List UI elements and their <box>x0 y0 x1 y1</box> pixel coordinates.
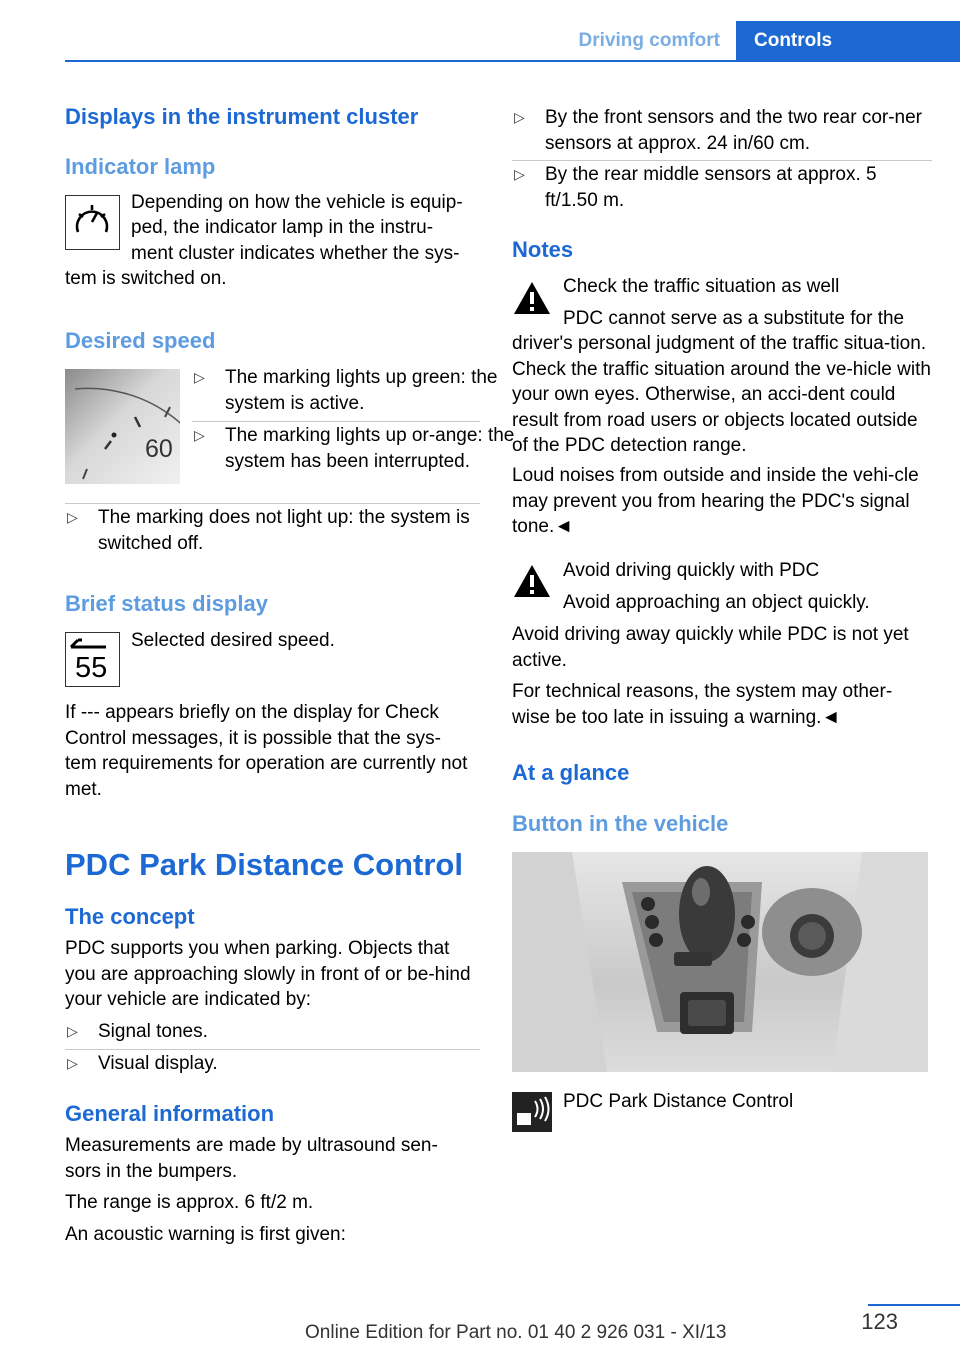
section-title: Driving comfort <box>578 30 720 51</box>
concept-item-2: ▷ Visual display. <box>65 1051 218 1077</box>
center-console-photo <box>512 852 928 1072</box>
divider <box>512 160 932 161</box>
speed-limit-display-icon <box>65 632 120 687</box>
concept-heading: The concept <box>65 904 195 929</box>
cruise-indicator-icon <box>65 195 120 250</box>
desired-item-1: ▷ The marking lights up green: the system is active. <box>192 365 515 416</box>
chapter-tab <box>736 21 960 62</box>
warning-1-title: Check the traffic situation as well <box>563 276 840 297</box>
indicator-text-1: Depending on how the vehicle is equip- <box>131 192 463 213</box>
brief-status-text: Selected desired speed. <box>131 630 335 651</box>
header-rule <box>65 60 960 62</box>
indicator-text-3: ment cluster indicates whether the sys- <box>131 243 460 264</box>
edition-footer: Online Edition for Part no. 01 40 2 926 031 - XI/13 <box>305 1322 727 1343</box>
desired-item-3: ▷ The marking does not light up: the system is switched off. <box>65 505 508 556</box>
warning-2-text-a: Avoid approaching an object quickly. <box>563 592 870 613</box>
pdc-title: PDC Park Distance Control <box>65 847 463 882</box>
warning-1-text-a: PDC cannot serve as a substitute for the <box>563 308 905 329</box>
divider <box>192 421 480 422</box>
concept-item-1: ▷ Signal tones. <box>65 1019 208 1045</box>
concept-text: PDC supports you when parking. Objects that you are approaching slowly in front of or be-hind your vehicle are indicated by: <box>65 938 471 1010</box>
warning-2-text-b: Avoid driving away quickly while PDC is not yet active. <box>512 624 909 671</box>
general-text-1: Measurements are made by ultrasound sen-sors in the bumpers. <box>65 1135 438 1182</box>
general-heading: General information <box>65 1101 275 1126</box>
chapter-title: Controls <box>754 30 833 51</box>
displays-heading: Displays in the instrument cluster <box>65 104 419 129</box>
divider <box>65 503 480 504</box>
indicator-heading: Indicator lamp <box>65 154 216 179</box>
gauge-number: 60 <box>145 435 173 463</box>
button-heading: Button in the vehicle <box>512 811 729 836</box>
desired-item-2: ▷ The marking lights up or-ange: the system has been interrupted. <box>192 423 515 474</box>
notes-heading: Notes <box>512 237 574 262</box>
warning-icon <box>512 563 552 599</box>
pdc-button-label: PDC Park Distance Control <box>563 1091 794 1112</box>
desired-speed-heading: Desired speed <box>65 328 216 353</box>
divider <box>65 1049 480 1050</box>
page-number: 123 <box>861 1309 898 1334</box>
indicator-text-4: tem is switched on. <box>65 268 227 289</box>
speed-value: 55 <box>75 652 108 684</box>
warning-2-text-c: For technical reasons, the system may other-wise be too late in issuing a warning.◄ <box>512 681 893 728</box>
check-control-text: If --- appears briefly on the display for Check Control messages, it is possible that the sys-tem requirements for operation are currently not met. <box>65 702 468 800</box>
speedometer-image <box>65 369 180 484</box>
at-a-glance-heading: At a glance <box>512 760 630 785</box>
warning-1-text-c: Loud noises from outside and inside the vehi-cle may prevent you from hearing the PDC's signal tone.◄ <box>512 465 919 537</box>
general-text-3: An acoustic warning is first given: <box>65 1224 346 1245</box>
range-item-1: ▷ By the front sensors and the two rear cor-ner sensors at approx. 24 in/60 cm. <box>512 105 955 156</box>
range-item-2: ▷ By the rear middle sensors at approx. 5 ft/1.50 m. <box>512 162 915 213</box>
general-text-2: The range is approx. 6 ft/2 m. <box>65 1192 314 1213</box>
warning-icon <box>512 280 552 316</box>
warning-1-text-b: driver's personal judgment of the traffic situa-tion. Check the traffic situation around the ve-hicle with your own eyes. Otherwise, an acci-dent could result from road users or objects located outside of the PDC detection range. <box>512 333 931 456</box>
warning-2-title: Avoid driving quickly with PDC <box>563 560 820 581</box>
pdc-button-icon <box>512 1092 552 1132</box>
page-number-rule <box>868 1304 960 1306</box>
brief-status-heading: Brief status display <box>65 591 268 616</box>
indicator-text-2: ped, the indicator lamp in the instru- <box>131 217 434 238</box>
